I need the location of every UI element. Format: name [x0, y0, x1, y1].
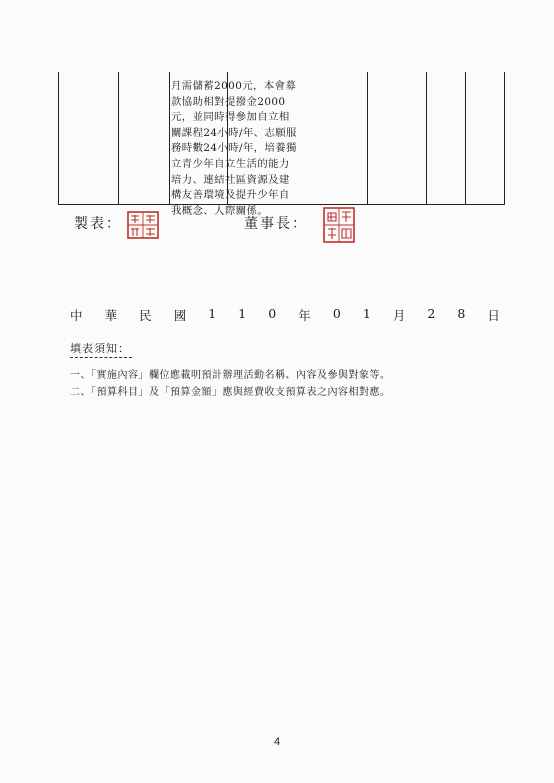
- date-char: 中: [70, 308, 83, 323]
- date-char: 2: [427, 306, 436, 321]
- date-char: 1: [238, 306, 247, 321]
- date-char: 月: [392, 308, 406, 323]
- date-char: 年: [298, 308, 311, 323]
- page-number: 4: [273, 736, 281, 748]
- maker-seal-icon: [126, 210, 160, 240]
- date-char: 國: [173, 308, 187, 323]
- implementation-content-cell: 月需儲蓄2000元，本會募 款協助相對提撥金2000 元，並同時得參加自立相 關課程24小時/年、志願服 務時數24小時/年，培養獨 立青少年自立生活的能力 培力、連結社區資源及建 構友善環境及提升少年自 我概念、人際關係。: [171, 80, 297, 217]
- date-char: 日: [487, 308, 500, 323]
- date-char: 0: [332, 306, 341, 321]
- date-char: 8: [457, 306, 466, 321]
- date-row: [70, 306, 500, 324]
- date-char: 民: [139, 308, 152, 323]
- chairman-seal-icon: [322, 206, 356, 244]
- date-char: 1: [362, 306, 371, 321]
- note-item: 一、「實施內容」欄位應載明預計辦理活動名稱、內容及參與對象等。: [70, 370, 391, 381]
- date-char: 華: [104, 308, 118, 323]
- note-item: 二、「預算科目」及「預算金額」應與經費收支預算表之內容相對應。: [70, 387, 391, 398]
- maker-label: 製表：: [74, 216, 122, 232]
- notes-title: 填表須知：: [70, 340, 132, 358]
- date-char: 1: [208, 306, 217, 321]
- date-char: 0: [268, 306, 277, 321]
- chairman-label: 董事長：: [244, 216, 308, 232]
